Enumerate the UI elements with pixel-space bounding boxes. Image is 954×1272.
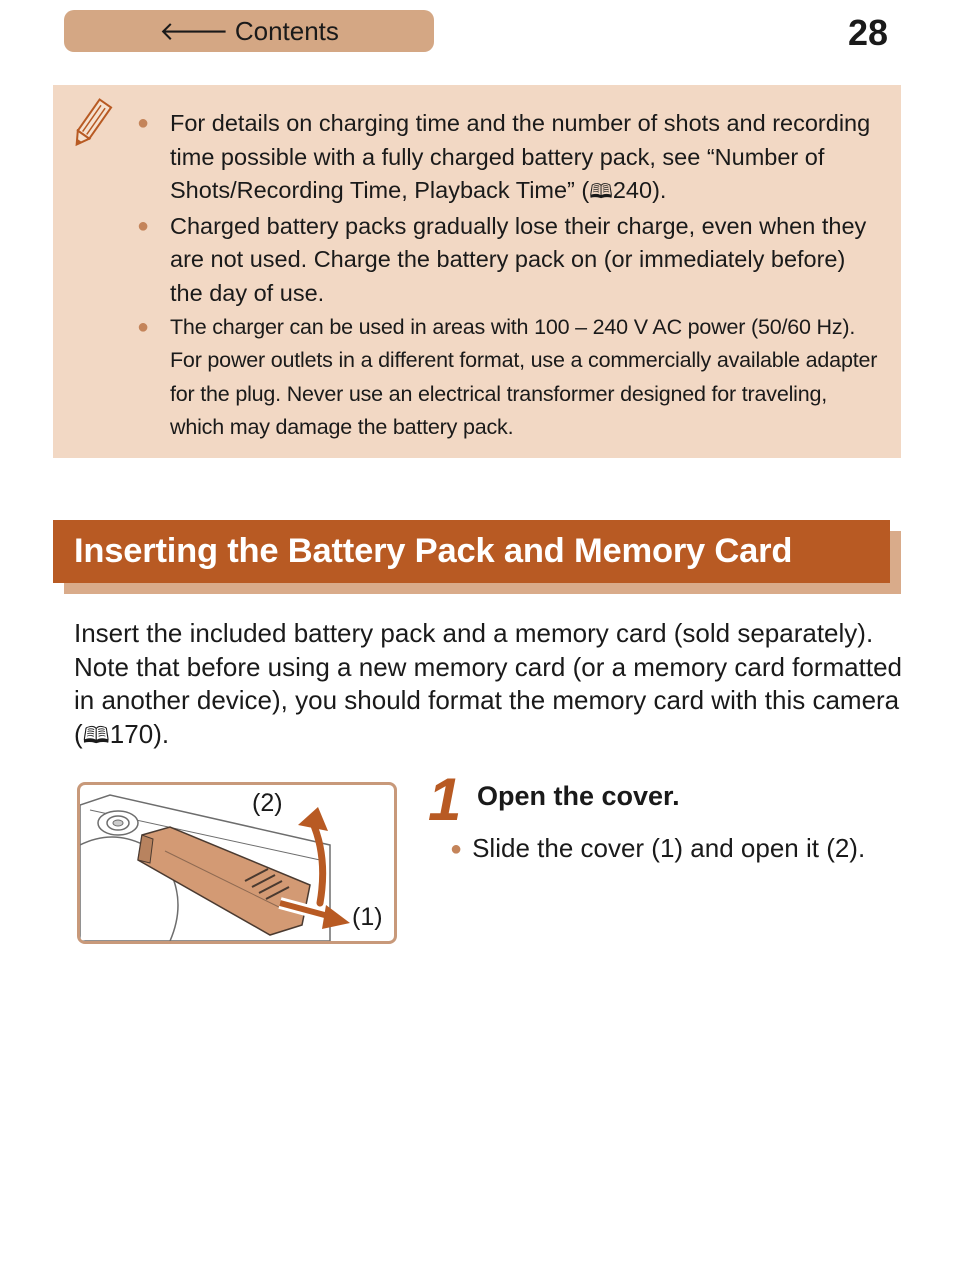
- step-title: Open the cover.: [477, 781, 680, 811]
- cover-illustration: [77, 782, 397, 944]
- bullet-icon: ●: [137, 315, 149, 338]
- camera-cover-drawing: [80, 785, 394, 941]
- step-number: 1: [428, 766, 458, 833]
- book-icon: 🕮: [589, 181, 613, 204]
- page-reference[interactable]: 240: [612, 177, 653, 204]
- note-item-charger-power: ● The charger can be used in areas with 100 – 240 V AC power (50/60 Hz). For power outlets in a different format, use a commercially available adapter for the plug. Never use an electrical transformer designed for traveling, which may damage the battery pack.: [133, 311, 883, 445]
- bullet-icon: ●: [137, 112, 150, 134]
- note-item-charge-loss: ● Charged battery packs gradually lose their charge, even when they are not used. Charge the battery pack on (or immediately before) the day of use.: [133, 210, 883, 311]
- section-heading: Inserting the Battery Pack and Memory Card: [53, 520, 890, 583]
- contents-label: Contents: [234, 15, 339, 46]
- label-open: (2): [252, 789, 283, 817]
- note-box: [53, 85, 901, 458]
- label-slide: (1): [352, 903, 383, 931]
- step-detail: ● Slide the cover (1) and open it (2).: [450, 833, 866, 863]
- note-list: [133, 107, 883, 445]
- page-number: 28: [847, 12, 888, 53]
- page-reference[interactable]: 170: [109, 719, 154, 750]
- bullet-icon: ●: [450, 838, 463, 860]
- contents-button[interactable]: [64, 10, 434, 52]
- pencil-icon: [69, 97, 113, 151]
- bullet-icon: ●: [137, 214, 150, 237]
- back-arrow-icon: 🡐: [159, 16, 229, 46]
- intro-paragraph: Insert the included battery pack and a memory card (sold separately). Note that before using a new memory card (or a memory card formatted in another device), you should format the memory card with this camera (🕮170).: [74, 618, 903, 750]
- book-icon: 🕮: [82, 722, 110, 749]
- note-item-charging-time: ● For details on charging time and the number of shots and recording time possible with a fully charged battery pack, see “Number of Shots/Recording Time, Playback Time” (🕮240).: [133, 107, 883, 210]
